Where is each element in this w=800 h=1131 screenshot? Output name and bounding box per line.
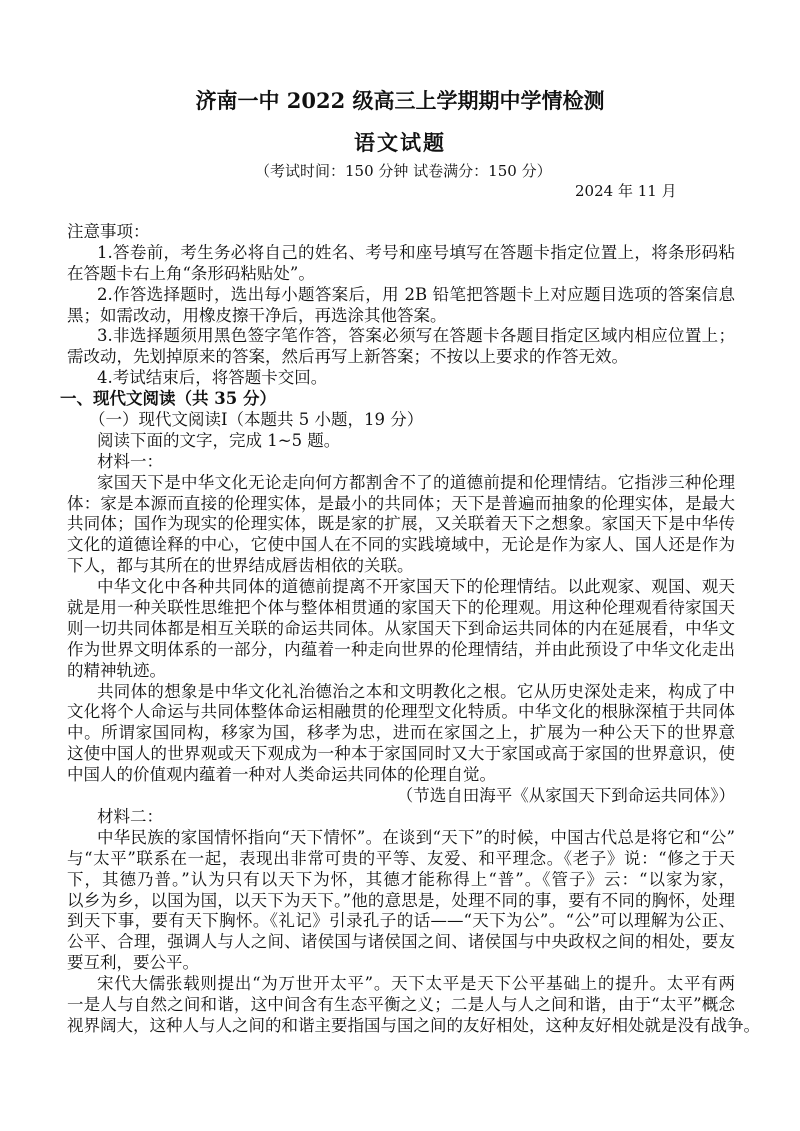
paragraph-line: 共同体；国作为现实的伦理实体，既是家的扩展，又关联着天下之想象。家国天下是中华传 bbox=[67, 514, 735, 534]
section-heading: 一、现代文阅读（共 35 分） bbox=[60, 389, 276, 409]
notice-item-line: 1.答卷前，考生务必将自己的姓名、考号和座号填写在答题卡指定位置上，将条形码粘 bbox=[97, 242, 735, 262]
paragraph-line: 公平、合理，强调人与人之间、诸侯国与诸侯国之间、诸侯国与中央政权之间的相处，要友 bbox=[67, 932, 735, 952]
paragraph-line: 共同体的想象是中华文化礼治德治之本和文明教化之根。它从历史深处走来，构成了中 bbox=[97, 681, 735, 701]
paragraph-line: 中华文化中各种共同体的道德前提离不开家国天下的伦理情结。以此观家、观国、观天 bbox=[97, 577, 735, 597]
paragraph-line: 下人，都与其所在的世界结成唇齿相依的关联。 bbox=[67, 556, 414, 576]
paragraph-line: 家国天下是中华文化无论走向何方都割舍不了的道德前提和伦理情结。它指涉三种伦理 bbox=[97, 472, 735, 492]
notice-item-line: 黑；如需改动，用橡皮擦干净后，再选涂其他答案。 bbox=[67, 305, 447, 325]
notice-item-line: 需改动，先划掉原来的答案，然后再写上新答案；不按以上要求的作答无效。 bbox=[67, 347, 628, 367]
paragraph-line: 的精神轨迹。 bbox=[67, 660, 166, 680]
citation: （节选自田海平《从家国天下到命运共同体》） bbox=[396, 786, 735, 806]
material-label: 材料一： bbox=[97, 451, 163, 471]
document-body bbox=[60, 222, 760, 1037]
notice-item-line: 在答题卡右上角“条形码粘贴处”。 bbox=[67, 263, 315, 283]
paragraph-line: 作为世界文明体系的一部分，内蕴着一种走向世界的伦理情结，并由此预设了中华文化走出 bbox=[67, 639, 735, 659]
paragraph-line: 中华民族的家国情怀指向“天下情怀”。在谈到“天下”的时候，中国古代总是将它和“公” bbox=[97, 827, 735, 847]
paragraph-line: 中。所谓家国同构，移家为国，移孝为忠，进而在家国之上，扩展为一种公天下的世界意 bbox=[67, 723, 735, 743]
material-label: 材料二： bbox=[97, 806, 163, 826]
paragraph-line: 宋代大儒张载则提出“为万世开太平”。天下太平是天下公平基础上的提升。太平有两 bbox=[97, 974, 735, 994]
notice-item-line: 3.非选择题须用黑色签字笔作答，答案必须写在答题卡各题目指定区域内相应位置上； bbox=[97, 326, 735, 346]
exam-info: （考试时间：150 分钟 试卷满分：150 分） bbox=[255, 162, 552, 180]
paragraph-line: 这使中国人的世界观或天下观成为一种本于家国同时又大于家国或高于家国的世界意识，使 bbox=[67, 744, 735, 764]
paragraph-line: 以乡为乡，以国为国，以天下为天下。”他的意思是，处理不同的事，要有不同的胸怀，处理 bbox=[67, 890, 735, 910]
paragraph-line: 视界阔大，这种人与人之间的和谐主要指国与国之间的友好相处，这种友好相处就是没有战争。 bbox=[67, 1015, 760, 1035]
paragraph-line: 中国人的价值观内蕴着一种对人类命运共同体的伦理自觉。 bbox=[67, 765, 496, 785]
paragraph-line: 就是用一种关联性思维把个体与整体相贯通的家国天下的伦理观。用这种伦理观看待家国天 bbox=[67, 598, 735, 618]
exam-date: 2024 年 11 月 bbox=[575, 182, 677, 200]
paragraph-line: 与“太平”联系在一起，表现出非常可贵的平等、友爱、和平理念。《老子》说：“修之于天 bbox=[67, 848, 735, 868]
subsection-heading: （一）现代文阅读Ⅰ（本题共 5 小题，19 分） bbox=[89, 410, 424, 430]
paragraph-line: 要互利，要公平。 bbox=[67, 953, 199, 973]
paragraph-line: 一是人与自然之间和谐，这中间含有生态平衡之义；二是人与人之间和谐，由于“太平”概念 bbox=[67, 994, 735, 1014]
exam-subtitle: 语文试题 bbox=[354, 130, 446, 155]
instruction-text: 阅读下面的文字，完成 1~5 题。 bbox=[97, 430, 341, 450]
paragraph-line: 文化将个人命运与共同体整体命运相融贯的伦理型文化特质。中华文化的根脉深植于共同体 bbox=[67, 702, 735, 722]
paragraph-line: 则一切共同体都是相互关联的命运共同体。从家国天下到命运共同体的内在延展看，中华文 bbox=[67, 618, 735, 638]
notice-heading: 注意事项： bbox=[67, 222, 150, 241]
paragraph-line: 体：家是本源而直接的伦理实体，是最小的共同体；天下是普遍而抽象的伦理实体，是最大 bbox=[67, 493, 735, 513]
paragraph-line: 下，其德乃普。”认为只有以天下为怀，其德才能称得上“普”。《管子》云：“以家为家， bbox=[67, 869, 735, 889]
paragraph-line: 到天下事，要有天下胸怀。《礼记》引录孔子的话——“天下为公”。“公”可以理解为公正、 bbox=[67, 911, 735, 931]
notice-item-line: 4.考试结束后，将答题卡交回。 bbox=[97, 368, 328, 388]
exam-title: 济南一中 2022 级高三上学期期中学情检测 bbox=[195, 88, 605, 113]
notice-item-line: 2.作答选择题时，选出每小题答案后，用 2B 铅笔把答题卡上对应题目选项的答案信息 bbox=[97, 284, 735, 304]
paragraph-line: 文化的道德诠释的中心，它使中国人在不同的实践境域中，无论是作为家人、国人还是作为 bbox=[67, 535, 735, 555]
